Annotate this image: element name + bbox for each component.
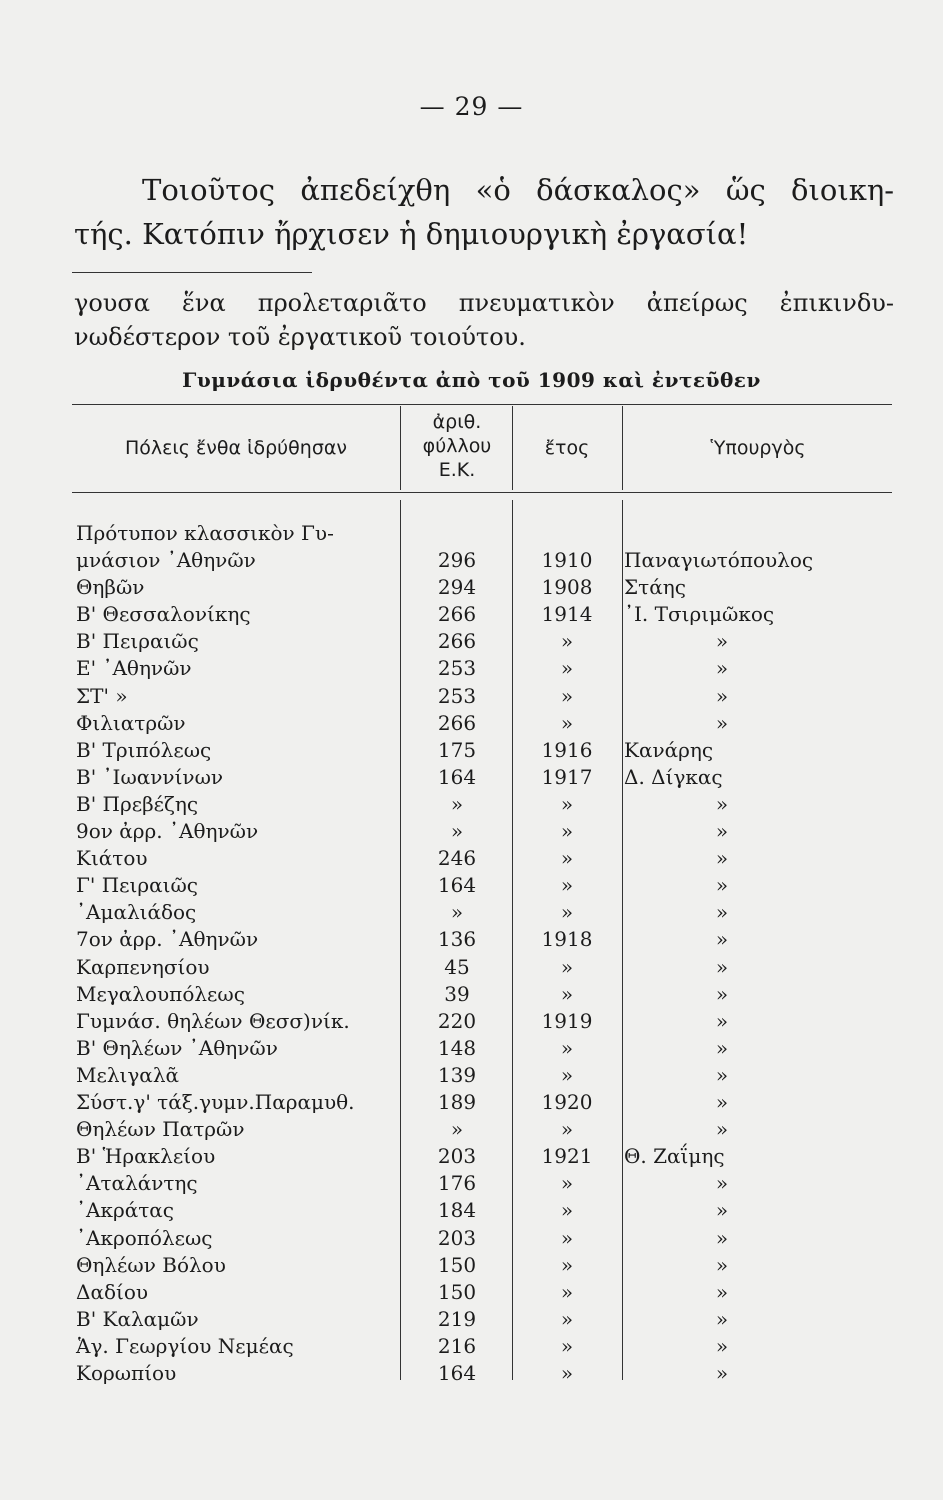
number-cell: 176 [437,1171,477,1196]
number-cell: 266 [437,629,477,654]
minister-cell: » [715,954,729,979]
year-cell: » [560,1198,574,1223]
number-cell: 175 [437,737,477,762]
year-cell: » [560,1252,574,1277]
minister-cell: » [715,846,729,871]
minister-cell: » [715,629,729,654]
number-cell: 294 [437,575,477,600]
minister-cell: » [715,1333,729,1358]
number-cell: 164 [437,764,477,789]
year-cell: 1918 [541,927,593,952]
minister-cell: » [715,981,729,1006]
number-cell: 150 [437,1279,477,1304]
minister-cell: » [715,1117,729,1142]
table-title: Γυμνάσια ἱδρυθέντα ἀπὸ τοῦ 1909 καὶ ἐντεῦθεν [182,368,761,392]
city-cell: Ἁγ. Γεωργίου Νεμέας [76,1333,294,1358]
minister-cell: Θ. Ζαΐμης [624,1144,725,1169]
number-cell: 164 [437,873,477,898]
city-cell: Β' Θεσσαλονίκης [76,602,251,627]
city-cell: Β' Θηλέων ᾿Αθηνῶν [76,1035,278,1060]
city-cell: Β' ᾿Ιωαννίνων [76,764,224,789]
city-cell: Φιλιατρῶν [76,710,186,735]
year-cell: » [560,1117,574,1142]
city-cell: ᾿Αταλάντης [76,1171,198,1196]
number-cell: » [450,1117,464,1142]
header-year: ἔτος [544,437,590,459]
year-cell: 1910 [541,548,593,572]
city-cell: Β' Καλαμῶν [76,1306,199,1331]
year-cell: » [560,819,574,843]
minister-cell: » [715,791,729,816]
number-cell: 39 [444,981,470,1006]
minister-cell: » [715,1035,729,1060]
minister-cell: » [715,1090,729,1114]
city-cell: μνάσιον ᾿Αθηνῶν [76,548,256,572]
intro-line-1: Τοιοῦτος ἀπεδείχθη «ὁ δάσκαλος» ὥς διοικη- [142,173,894,207]
city-cell: Κιάτου [76,846,148,871]
column-divider [400,406,401,490]
number-cell: 189 [437,1090,477,1114]
number-cell: 216 [437,1333,477,1358]
city-cell: Σύστ.γ' τάξ.γυμν.Παραμυθ. [76,1090,355,1114]
year-cell: » [560,1062,574,1087]
minister-cell: » [715,900,729,925]
city-cell: Δαδίου [76,1279,149,1304]
city-cell: Β' Ἡρακλείου [76,1144,216,1169]
table-top-rule [72,404,892,405]
city-cell: ᾿Αμαλιάδος [76,900,197,925]
year-cell: » [560,981,574,1006]
minister-cell: » [715,873,729,898]
header-number-line-3: Ε.Κ. [438,459,476,481]
city-cell: Γ' Πειραιῶς [76,873,198,898]
minister-cell: » [715,656,729,681]
header-minister: Ὑπουργὸς [710,437,806,459]
number-cell: 220 [437,1008,477,1033]
year-cell: » [560,710,574,735]
minister-cell: » [715,1306,729,1331]
minister-cell: » [715,1008,729,1033]
header-number-line-2: φύλλου [422,435,492,457]
intro-line-2: τής. Κατόπιν ἤρχισεν ἡ δημιουργικὴ ἐργασία! [74,217,749,251]
minister-cell: » [715,683,729,708]
header-city: Πόλεις ἔνθα ἱδρύθησαν [124,437,348,459]
city-cell: ᾿Ακροπόλεως [76,1225,213,1250]
minister-cell: Κανάρης [624,737,714,762]
city-cell: Θηβῶν [76,575,145,600]
year-cell: 1914 [541,602,593,627]
year-cell: 1917 [541,764,593,789]
minister-cell: Δ. Δίγκας [624,764,723,789]
year-cell: » [560,683,574,708]
number-cell: » [450,900,464,925]
minister-cell: » [715,927,729,952]
number-cell: 184 [437,1198,477,1223]
city-cell: Ε' ᾿Αθηνῶν [76,656,192,681]
minister-cell: » [715,1361,729,1385]
year-cell: » [560,791,574,816]
number-cell: 148 [437,1035,477,1060]
number-cell: 253 [437,656,477,681]
number-cell: 139 [437,1062,477,1087]
column-divider [622,406,623,490]
city-cell: Κορωπίου [76,1361,177,1385]
footnote-line-1: γουσα ἕνα προλεταριᾶτο πνευματικὸν ἀπείρως ἐπικινδυ- [74,289,894,317]
column-divider [512,500,513,1380]
number-cell: 203 [437,1144,477,1169]
year-cell: 1919 [541,1008,593,1033]
minister-cell: » [715,1252,729,1277]
year-cell: » [560,1306,574,1331]
city-cell: Μεγαλουπόλεως [76,981,245,1006]
number-cell: 246 [437,846,477,871]
intro-paragraph [74,168,894,256]
minister-cell: » [715,1279,729,1304]
number-cell: 150 [437,1252,477,1277]
minister-cell: » [715,1171,729,1196]
number-cell: 45 [444,954,470,979]
city-cell: ᾿Ακράτας [76,1198,174,1223]
city-cell: Β' Πρεβέζης [76,791,199,816]
first-city-line: Πρότυπον κλασσικὸν Γυ- [76,521,334,545]
year-cell: » [560,1333,574,1358]
footnote-separator [72,272,312,273]
year-cell: » [560,656,574,681]
number-cell: » [450,819,464,843]
year-cell: 1908 [541,575,593,600]
city-cell: Γυμνάσ. θηλέων Θεσσ)νίκ. [76,1008,350,1033]
footnote-line-2: νωδέστερον τοῦ ἐργατικοῦ τοιούτου. [74,323,526,351]
number-cell: » [450,791,464,816]
minister-cell: » [715,819,729,843]
city-cell: Θηλέων Βόλου [76,1252,226,1277]
minister-cell: » [715,1198,729,1223]
city-cell: 7ον ἀρρ. ᾿Αθηνῶν [76,927,259,952]
year-cell: » [560,846,574,871]
minister-cell: Παναγιωτόπουλος [624,548,814,572]
column-divider [400,500,401,1380]
number-cell: 203 [437,1225,477,1250]
year-cell: » [560,954,574,979]
year-cell: » [560,1171,574,1196]
year-cell: » [560,1279,574,1304]
city-cell: ΣΤ' » [76,683,128,708]
column-divider [512,406,513,490]
minister-cell: » [715,710,729,735]
minister-cell: ᾿Ι. Τσιριμῶκος [624,602,775,627]
year-cell: 1916 [541,737,593,762]
number-cell: 219 [437,1306,477,1331]
city-cell: Β' Τριπόλεως [76,737,212,762]
city-cell: Β' Πειραιῶς [76,629,199,654]
year-cell: » [560,1035,574,1060]
number-cell: 266 [437,602,477,627]
year-cell: » [560,1225,574,1250]
city-cell: Καρπενησίου [76,954,210,979]
number-cell: 136 [437,927,477,952]
minister-cell: » [715,1062,729,1087]
year-cell: » [560,900,574,925]
year-cell: » [560,629,574,654]
minister-cell: » [715,1225,729,1250]
year-cell: 1920 [541,1090,593,1114]
city-cell: Θηλέων Πατρῶν [76,1117,245,1142]
number-cell: 266 [437,710,477,735]
footnote-paragraph [74,286,894,354]
number-cell: 253 [437,683,477,708]
year-cell: » [560,1361,574,1385]
header-number [402,410,512,482]
page-number: — 29 — [419,92,524,121]
number-cell: 296 [437,548,477,572]
year-cell: 1921 [541,1144,593,1169]
city-cell: Μελιγαλᾶ [76,1062,179,1087]
header-number-line-1: ἀριθ. [432,411,482,433]
table-header-rule [72,492,892,493]
year-cell: » [560,873,574,898]
city-cell: 9ον ἀρρ. ᾿Αθηνῶν [76,819,259,843]
minister-cell: Στάης [624,575,686,600]
number-cell: 164 [437,1361,477,1385]
